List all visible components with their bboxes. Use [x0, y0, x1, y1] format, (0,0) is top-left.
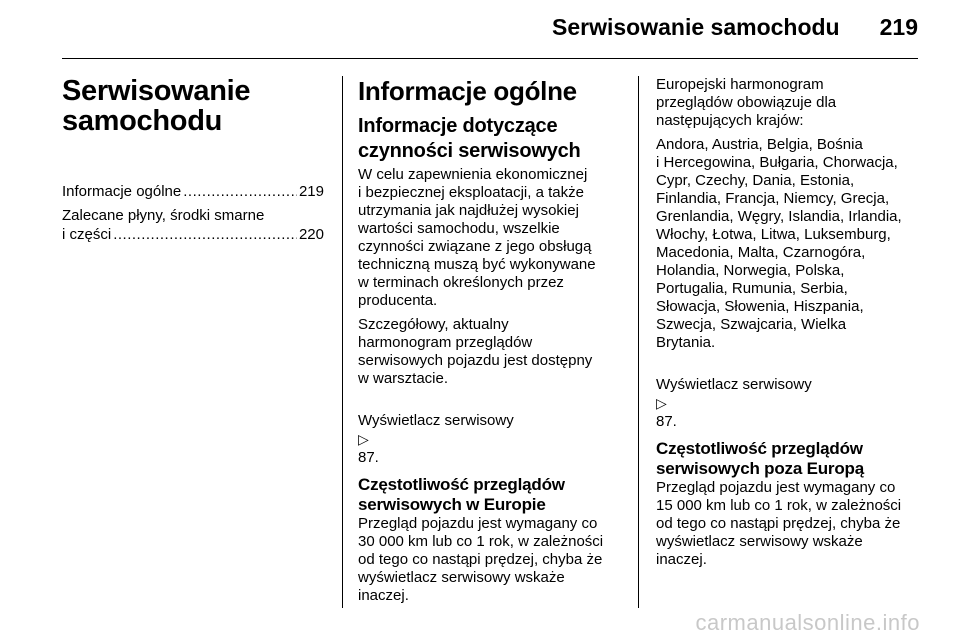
paragraph: W celu zapewnienia ekonomicznej i bezpiecznej eksploatacji, a także utrzymania jak najdłużej wysokiej wartości samochodu, wszelkie czynności związane z jego obsługą techniczną muszą być wykonywane w terminach określonych przez producenta.	[358, 166, 596, 309]
paragraph: Europejski harmonogram przeglądów obowiązuje dla następujących krajów:	[656, 76, 837, 129]
toc-item-fluids-parts[interactable]	[62, 206, 324, 244]
xref-arrow-icon: ▷	[656, 395, 667, 411]
xref-arrow-icon: ▷	[358, 431, 369, 447]
header-rule	[62, 58, 918, 59]
running-header	[552, 14, 918, 41]
chapter-column	[62, 76, 324, 249]
cross-reference[interactable]: Wyświetlacz serwisowy ▷ 87.	[656, 376, 812, 430]
page-number: 219	[879, 14, 918, 40]
subsection-title-europe: Częstotliwość przeglądów serwisowych w Europie	[358, 475, 565, 514]
paragraph: Przegląd pojazdu jest wymagany co 30 000 km lub co 1 rok, w zależności od tego co nastąpi prędzej, chyba że wyświetlacz serwisowy wskaże inaczej.	[358, 515, 604, 604]
toc-label: Informacje ogólne	[62, 183, 182, 200]
subsection-title-outside-europe: Częstotliwość przeglądów serwisowych poza Europą	[656, 439, 864, 478]
toc-leader-dots	[183, 182, 297, 201]
toc-leader-dots	[113, 225, 297, 244]
running-title: Serwisowanie samochodu	[552, 14, 840, 40]
section-title: Informacje ogólne	[358, 76, 577, 106]
paragraph: Szczegółowy, aktualny harmonogram przeglądów serwisowych pojazdu jest dostępny w warsztacie.	[358, 316, 593, 387]
toc-label-line1: Zalecane płyny, środki smarne	[62, 207, 265, 224]
country-list: Andora, Austria, Belgia, Bośnia i Hercegowina, Bułgaria, Chorwacja, Cypr, Czechy, Dania, Estonia, Finlandia, Francja, Niemcy, Grecja, Grenlandia, Węgry, Islandia, Irlandia, Włochy, Łotwa, Litwa, Luksemburg, Macedonia, Malta, Czarnogóra, Holandia, Norwegia, Polska, Portugalia, Rumunia, Serbia, Słowacja, Słowenia, Hiszpania, Szwecja, Szwajcaria, Wielka Brytania.	[656, 136, 902, 351]
chapter-title: Serwisowanie samochodu	[62, 75, 251, 137]
column-divider-1	[342, 76, 343, 608]
toc-page: 220	[298, 226, 324, 243]
content-column-2	[358, 76, 628, 611]
paragraph: Przegląd pojazdu jest wymagany co 15 000 km lub co 1 rok, w zależności od tego co nastąpi prędzej, chyba że wyświetlacz serwisowy wskaże inaczej.	[656, 479, 902, 568]
toc-label-line2: i części	[62, 226, 112, 243]
column-divider-2	[638, 76, 639, 608]
content-column-3	[656, 76, 926, 575]
toc-item-general-info[interactable]	[62, 182, 324, 201]
cross-reference[interactable]: Wyświetlacz serwisowy ▷ 87.	[358, 412, 514, 466]
watermark: carmanualsonline.info	[695, 610, 920, 635]
toc-page: 219	[298, 183, 324, 200]
subsection-title-service-info: Informacje dotyczące czynności serwisowych	[358, 115, 581, 162]
